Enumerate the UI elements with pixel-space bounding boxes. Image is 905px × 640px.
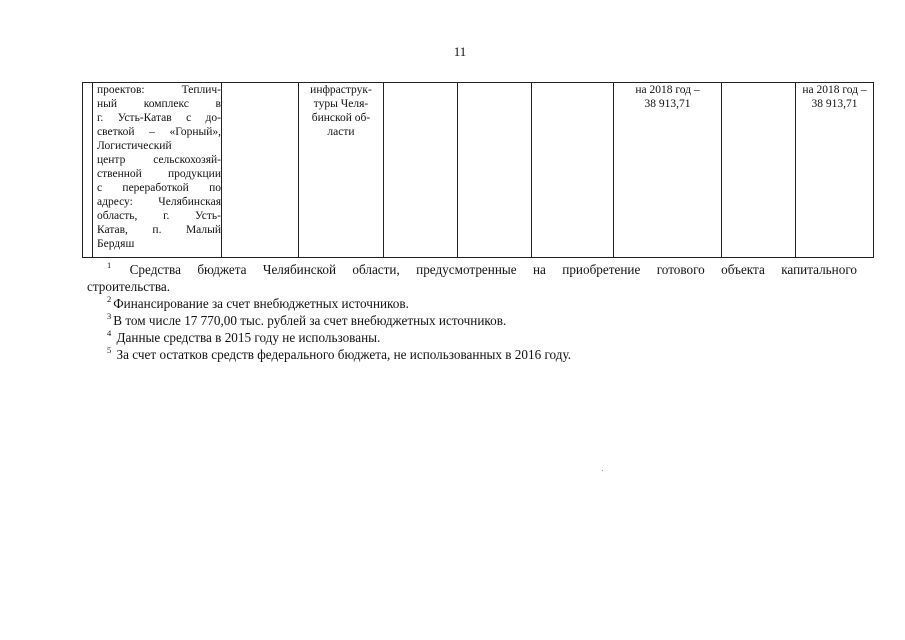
project-line: область, г. Усть-: [97, 210, 221, 222]
footnote-3: [87, 312, 857, 329]
footnote-marker: 1: [107, 260, 112, 270]
footnote-marker: 4: [107, 328, 112, 338]
project-line: с переработкой по: [97, 182, 221, 194]
amount-line: 38 913,71: [811, 98, 858, 110]
table-cell-project: [93, 83, 222, 258]
footnote-text: Финансирование за счет внебюджетных источников.: [113, 296, 409, 311]
project-line: ный комплекс в: [97, 98, 221, 110]
project-line: адресу: Челябинская: [97, 196, 221, 208]
footnote-4: [87, 329, 857, 346]
table-cell-amount: [614, 83, 722, 258]
scan-artifact: [602, 470, 603, 471]
table-cell-empty: [222, 83, 299, 258]
project-line: Бердяш: [97, 238, 135, 250]
table-row: [83, 83, 874, 258]
footnote-2: [87, 295, 857, 312]
project-line: проектов: Теплич-: [97, 84, 221, 96]
project-line: светкой – «Горный»,: [97, 126, 221, 138]
footnote-text: Средства бюджета Челябинской области, предусмотренные на приобретение готового объекта капитального: [129, 262, 858, 277]
footnote-1: [87, 261, 857, 278]
amount-line: 38 913,71: [644, 98, 691, 110]
grbs-line: бинской об-: [311, 112, 371, 124]
amount-line: на 2018 год –: [802, 84, 867, 96]
footnote-marker: 2: [107, 294, 112, 304]
footnote-text: Данные средства в 2015 году не использованы.: [116, 330, 381, 345]
table-cell-amount: [796, 83, 874, 258]
table-cell-empty: [532, 83, 614, 258]
grbs-line: туры Челя-: [313, 98, 369, 110]
grbs-line: ласти: [327, 126, 355, 138]
amount-line: на 2018 год –: [635, 84, 700, 96]
project-line: центр сельскохозяй-: [97, 154, 221, 166]
footnotes: [87, 261, 857, 363]
footnote-5: [87, 346, 857, 363]
footnote-text: За счет остатков средств федерального бюджета, не использованных в 2016 году.: [116, 347, 572, 362]
footnote-marker: 5: [107, 345, 112, 355]
project-line: Логистический: [97, 140, 172, 152]
project-line: Катав, п. Малый: [97, 224, 221, 236]
budget-table: [82, 82, 874, 258]
table-cell-empty: [384, 83, 458, 258]
page-number: 11: [453, 44, 467, 59]
grbs-line: инфраструк-: [310, 84, 372, 96]
footnote-1-continuation: строительства.: [87, 279, 171, 294]
table-cell-grbs: [299, 83, 384, 258]
footnote-marker: 3: [107, 311, 112, 321]
footnote-text: В том числе 17 770,00 тыс. рублей за счет внебюджетных источников.: [113, 313, 507, 328]
table-cell-empty: [722, 83, 796, 258]
project-line: ственной продукции: [97, 168, 221, 180]
table-cell-empty: [458, 83, 532, 258]
project-line: г. Усть-Катав с до-: [97, 112, 221, 124]
table-cell-index: [83, 83, 93, 258]
